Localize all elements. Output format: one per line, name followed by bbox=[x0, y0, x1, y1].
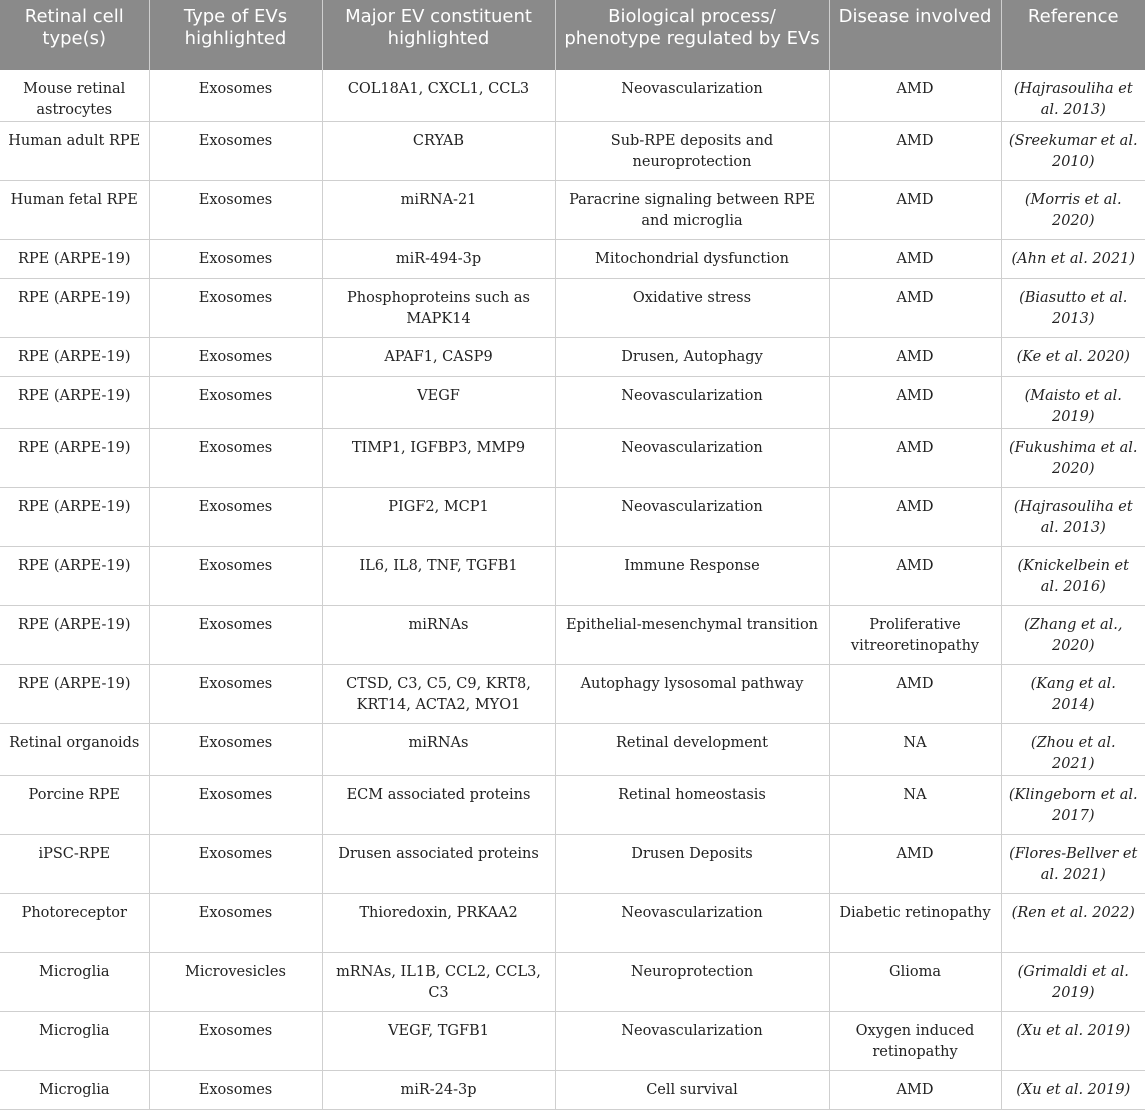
constituent-cell: APAF1, CASP9 bbox=[322, 338, 555, 377]
cell-type-cell: RPE (ARPE-19) bbox=[0, 240, 149, 279]
table-row bbox=[0, 894, 1145, 953]
process-cell: Sub-RPE deposits and neuroprotection bbox=[555, 122, 829, 181]
header-cell-type: Retinal cell type(s) bbox=[0, 0, 149, 70]
table-row bbox=[0, 279, 1145, 338]
header-row bbox=[0, 0, 1145, 70]
table-row bbox=[0, 240, 1145, 279]
disease-cell: AMD bbox=[829, 547, 1001, 606]
disease-cell: AMD bbox=[829, 377, 1001, 429]
cell-type-cell: Retinal organoids bbox=[0, 724, 149, 776]
constituent-cell: CTSD, C3, C5, C9, KRT8, KRT14, ACTA2, MYO1 bbox=[322, 665, 555, 724]
table-row bbox=[0, 488, 1145, 547]
process-cell: Neovascularization bbox=[555, 377, 829, 429]
table-row bbox=[0, 377, 1145, 429]
table-row bbox=[0, 122, 1145, 181]
reference-cell: (Flores-Bellver et al. 2021) bbox=[1001, 835, 1145, 894]
cell-type-cell: RPE (ARPE-19) bbox=[0, 338, 149, 377]
cell-type-cell: RPE (ARPE-19) bbox=[0, 377, 149, 429]
constituent-cell: VEGF bbox=[322, 377, 555, 429]
process-cell: Neuroprotection bbox=[555, 953, 829, 1012]
disease-cell: AMD bbox=[829, 181, 1001, 240]
reference-cell: (Zhang et al., 2020) bbox=[1001, 606, 1145, 665]
constituent-cell: PIGF2, MCP1 bbox=[322, 488, 555, 547]
reference-cell: (Biasutto et al. 2013) bbox=[1001, 279, 1145, 338]
reference-cell: (Morris et al. 2020) bbox=[1001, 181, 1145, 240]
constituent-cell: IL6, IL8, TNF, TGFB1 bbox=[322, 547, 555, 606]
ev-type-cell: Exosomes bbox=[149, 488, 322, 547]
constituent-cell: VEGF, TGFB1 bbox=[322, 1012, 555, 1071]
cell-type-cell: Mouse retinal astrocytes bbox=[0, 70, 149, 122]
process-cell: Epithelial-mesenchymal transition bbox=[555, 606, 829, 665]
disease-cell: AMD bbox=[829, 70, 1001, 122]
cell-type-cell: iPSC-RPE bbox=[0, 835, 149, 894]
table-row bbox=[0, 776, 1145, 835]
ev-type-cell: Exosomes bbox=[149, 776, 322, 835]
cell-type-cell: RPE (ARPE-19) bbox=[0, 606, 149, 665]
reference-cell: (Klingeborn et al. 2017) bbox=[1001, 776, 1145, 835]
table-body bbox=[0, 70, 1145, 1110]
cell-type-cell: RPE (ARPE-19) bbox=[0, 279, 149, 338]
cell-type-cell: Photoreceptor bbox=[0, 894, 149, 953]
ev-type-cell: Exosomes bbox=[149, 70, 322, 122]
process-cell: Neovascularization bbox=[555, 488, 829, 547]
ev-type-cell: Exosomes bbox=[149, 377, 322, 429]
cell-type-cell: RPE (ARPE-19) bbox=[0, 665, 149, 724]
reference-cell: (Kang et al. 2014) bbox=[1001, 665, 1145, 724]
disease-cell: NA bbox=[829, 776, 1001, 835]
disease-cell: Glioma bbox=[829, 953, 1001, 1012]
table-row bbox=[0, 953, 1145, 1012]
reference-cell: (Hajrasouliha et al. 2013) bbox=[1001, 70, 1145, 122]
reference-cell: (Hajrasouliha et al. 2013) bbox=[1001, 488, 1145, 547]
header-ev-type: Type of EVs highlighted bbox=[149, 0, 322, 70]
reference-cell: (Ren et al. 2022) bbox=[1001, 894, 1145, 953]
disease-cell: Diabetic retinopathy bbox=[829, 894, 1001, 953]
reference-cell: (Ke et al. 2020) bbox=[1001, 338, 1145, 377]
process-cell: Immune Response bbox=[555, 547, 829, 606]
reference-cell: (Xu et al. 2019) bbox=[1001, 1012, 1145, 1071]
process-cell: Paracrine signaling between RPE and microglia bbox=[555, 181, 829, 240]
cell-type-cell: Microglia bbox=[0, 953, 149, 1012]
reference-cell: (Sreekumar et al. 2010) bbox=[1001, 122, 1145, 181]
reference-cell: (Knickelbein et al. 2016) bbox=[1001, 547, 1145, 606]
constituent-cell: miRNAs bbox=[322, 724, 555, 776]
disease-cell: AMD bbox=[829, 122, 1001, 181]
table-row bbox=[0, 1071, 1145, 1110]
table-row bbox=[0, 547, 1145, 606]
constituent-cell: Drusen associated proteins bbox=[322, 835, 555, 894]
ev-type-cell: Exosomes bbox=[149, 547, 322, 606]
header-disease: Disease involved bbox=[829, 0, 1001, 70]
disease-cell: AMD bbox=[829, 279, 1001, 338]
process-cell: Retinal homeostasis bbox=[555, 776, 829, 835]
ev-type-cell: Exosomes bbox=[149, 1012, 322, 1071]
disease-cell: Oxygen induced retinopathy bbox=[829, 1012, 1001, 1071]
ev-type-cell: Exosomes bbox=[149, 122, 322, 181]
ev-type-cell: Exosomes bbox=[149, 429, 322, 488]
cell-type-cell: RPE (ARPE-19) bbox=[0, 488, 149, 547]
constituent-cell: miRNA-21 bbox=[322, 181, 555, 240]
header-constituent: Major EV constituent highlighted bbox=[322, 0, 555, 70]
disease-cell: Proliferative vitreoretinopathy bbox=[829, 606, 1001, 665]
reference-cell: (Zhou et al. 2021) bbox=[1001, 724, 1145, 776]
constituent-cell: Phosphoproteins such as MAPK14 bbox=[322, 279, 555, 338]
constituent-cell: CRYAB bbox=[322, 122, 555, 181]
constituent-cell: miR-494-3p bbox=[322, 240, 555, 279]
reference-cell: (Fukushima et al. 2020) bbox=[1001, 429, 1145, 488]
process-cell: Retinal development bbox=[555, 724, 829, 776]
cell-type-cell: RPE (ARPE-19) bbox=[0, 429, 149, 488]
ev-type-cell: Exosomes bbox=[149, 894, 322, 953]
disease-cell: AMD bbox=[829, 429, 1001, 488]
disease-cell: AMD bbox=[829, 488, 1001, 547]
cell-type-cell: Human adult RPE bbox=[0, 122, 149, 181]
process-cell: Oxidative stress bbox=[555, 279, 829, 338]
ev-type-cell: Exosomes bbox=[149, 665, 322, 724]
constituent-cell: TIMP1, IGFBP3, MMP9 bbox=[322, 429, 555, 488]
ev-type-cell: Exosomes bbox=[149, 338, 322, 377]
disease-cell: AMD bbox=[829, 835, 1001, 894]
constituent-cell: Thioredoxin, PRKAA2 bbox=[322, 894, 555, 953]
ev-type-cell: Microvesicles bbox=[149, 953, 322, 1012]
ev-type-cell: Exosomes bbox=[149, 606, 322, 665]
reference-cell: (Ahn et al. 2021) bbox=[1001, 240, 1145, 279]
cell-type-cell: Microglia bbox=[0, 1012, 149, 1071]
constituent-cell: ECM associated proteins bbox=[322, 776, 555, 835]
table-row bbox=[0, 1012, 1145, 1071]
header-reference: Reference bbox=[1001, 0, 1145, 70]
table-row bbox=[0, 724, 1145, 776]
cell-type-cell: Porcine RPE bbox=[0, 776, 149, 835]
disease-cell: NA bbox=[829, 724, 1001, 776]
reference-cell: (Grimaldi et al. 2019) bbox=[1001, 953, 1145, 1012]
cell-type-cell: Microglia bbox=[0, 1071, 149, 1110]
ev-type-cell: Exosomes bbox=[149, 279, 322, 338]
ev-type-cell: Exosomes bbox=[149, 1071, 322, 1110]
disease-cell: AMD bbox=[829, 240, 1001, 279]
table-row bbox=[0, 70, 1145, 122]
process-cell: Drusen Deposits bbox=[555, 835, 829, 894]
table-row bbox=[0, 338, 1145, 377]
table-row bbox=[0, 665, 1145, 724]
ev-type-cell: Exosomes bbox=[149, 724, 322, 776]
disease-cell: AMD bbox=[829, 1071, 1001, 1110]
reference-cell: (Maisto et al. 2019) bbox=[1001, 377, 1145, 429]
constituent-cell: miRNAs bbox=[322, 606, 555, 665]
process-cell: Neovascularization bbox=[555, 70, 829, 122]
header-process: Biological process/ phenotype regulated by EVs bbox=[555, 0, 829, 70]
ev-type-cell: Exosomes bbox=[149, 240, 322, 279]
table-row bbox=[0, 835, 1145, 894]
process-cell: Drusen, Autophagy bbox=[555, 338, 829, 377]
table-row bbox=[0, 181, 1145, 240]
process-cell: Neovascularization bbox=[555, 1012, 829, 1071]
ev-type-cell: Exosomes bbox=[149, 835, 322, 894]
reference-cell: (Xu et al. 2019) bbox=[1001, 1071, 1145, 1110]
process-cell: Neovascularization bbox=[555, 429, 829, 488]
cell-type-cell: Human fetal RPE bbox=[0, 181, 149, 240]
process-cell: Mitochondrial dysfunction bbox=[555, 240, 829, 279]
disease-cell: AMD bbox=[829, 338, 1001, 377]
disease-cell: AMD bbox=[829, 665, 1001, 724]
process-cell: Neovascularization bbox=[555, 894, 829, 953]
constituent-cell: miR-24-3p bbox=[322, 1071, 555, 1110]
ev-type-cell: Exosomes bbox=[149, 181, 322, 240]
process-cell: Cell survival bbox=[555, 1071, 829, 1110]
table-row bbox=[0, 429, 1145, 488]
constituent-cell: mRNAs, IL1B, CCL2, CCL3, C3 bbox=[322, 953, 555, 1012]
constituent-cell: COL18A1, CXCL1, CCL3 bbox=[322, 70, 555, 122]
table-row bbox=[0, 606, 1145, 665]
cell-type-cell: RPE (ARPE-19) bbox=[0, 547, 149, 606]
process-cell: Autophagy lysosomal pathway bbox=[555, 665, 829, 724]
